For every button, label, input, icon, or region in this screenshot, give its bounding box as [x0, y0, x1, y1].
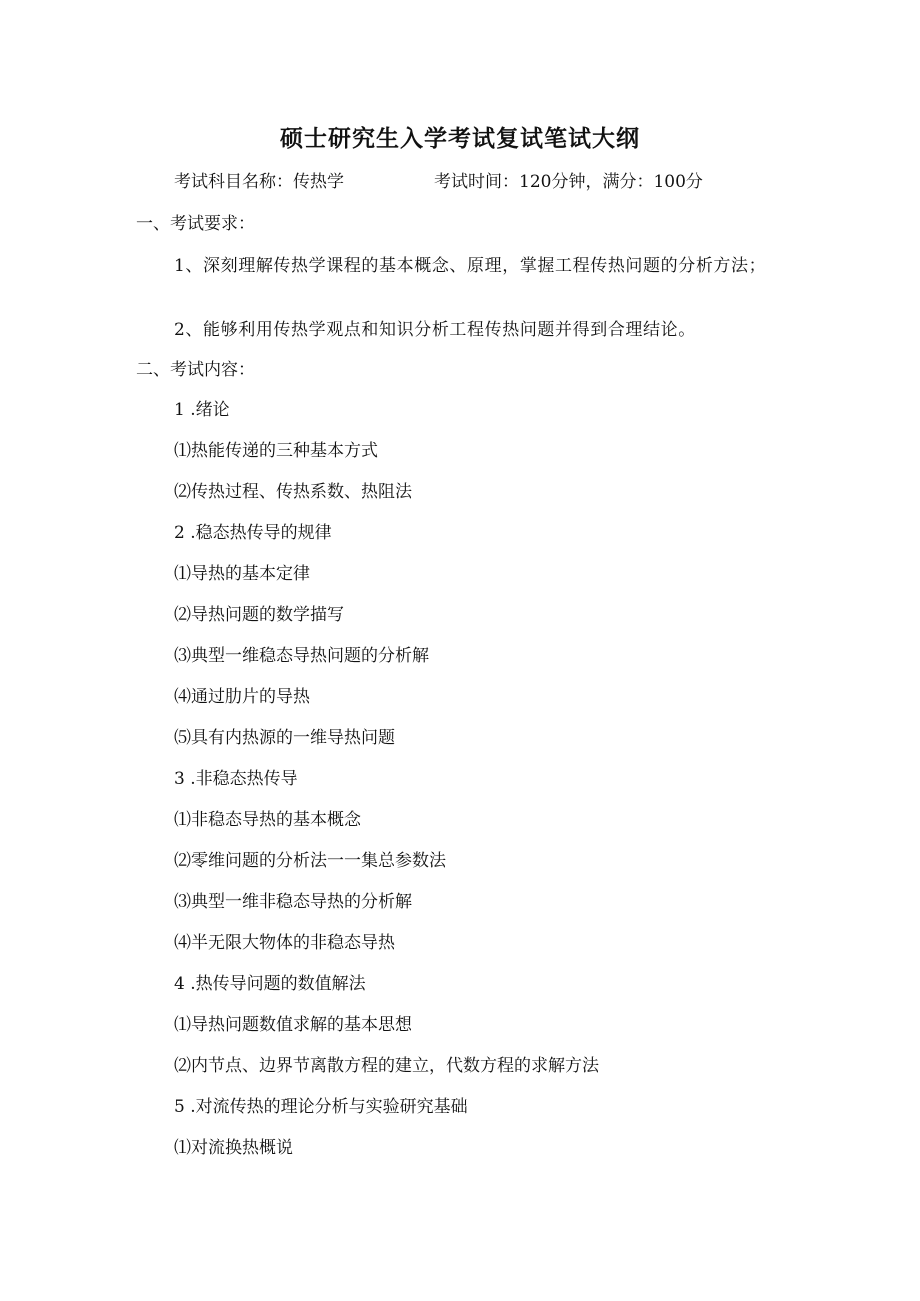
content-line: ⑴导热问题数值求解的基本思想: [174, 1015, 412, 1035]
section-heading-requirements: 一、考试要求：: [136, 214, 255, 234]
content-line: ⑷半无限大物体的非稳态导热: [174, 933, 395, 953]
content-line: ⑴非稳态导热的基本概念: [174, 810, 361, 830]
content-line: ⑵零维问题的分析法一一集总参数法: [174, 851, 446, 871]
subject-info: [174, 170, 703, 194]
content-line: ⑶典型一维稳态导热问题的分析解: [174, 646, 429, 666]
requirement-item: 1、深刻理解传热学课程的基本概念、原理，掌握工程传热问题的分析方法；: [174, 256, 767, 276]
content-line: ⑶典型一维非稳态导热的分析解: [174, 892, 412, 912]
content-line: 4 .热传导问题的数值解法: [174, 974, 366, 994]
content-line: ⑴热能传递的三种基本方式: [174, 441, 378, 461]
content-line: ⑵内节点、边界节离散方程的建立，代数方程的求解方法: [174, 1056, 599, 1076]
content-line: ⑴对流换热概说: [174, 1138, 293, 1158]
content-line: 3 .非稳态热传导: [174, 769, 298, 789]
content-line: ⑸具有内热源的一维导热问题: [174, 728, 395, 748]
exam-time: 考试时间：120分钟，满分：100分: [434, 172, 703, 192]
content-line: ⑷通过肋片的导热: [174, 687, 310, 707]
page-title: 硕士研究生入学考试复试笔试大纲: [280, 126, 640, 152]
content-line: ⑵传热过程、传热系数、热阻法: [174, 482, 412, 502]
content-line: 5 .对流传热的理论分析与实验研究基础: [174, 1097, 468, 1117]
requirement-item: 2、能够利用传热学观点和知识分析工程传热问题并得到合理结论。: [174, 320, 696, 340]
content-line: 1 .绪论: [174, 400, 230, 420]
content-line: 2 .稳态热传导的规律: [174, 523, 332, 543]
content-line: ⑵导热问题的数学描写: [174, 605, 344, 625]
section-heading-content: 二、考试内容：: [136, 360, 255, 380]
subject-name: 考试科目名称：传热学: [174, 172, 344, 192]
content-line: ⑴导热的基本定律: [174, 564, 310, 584]
